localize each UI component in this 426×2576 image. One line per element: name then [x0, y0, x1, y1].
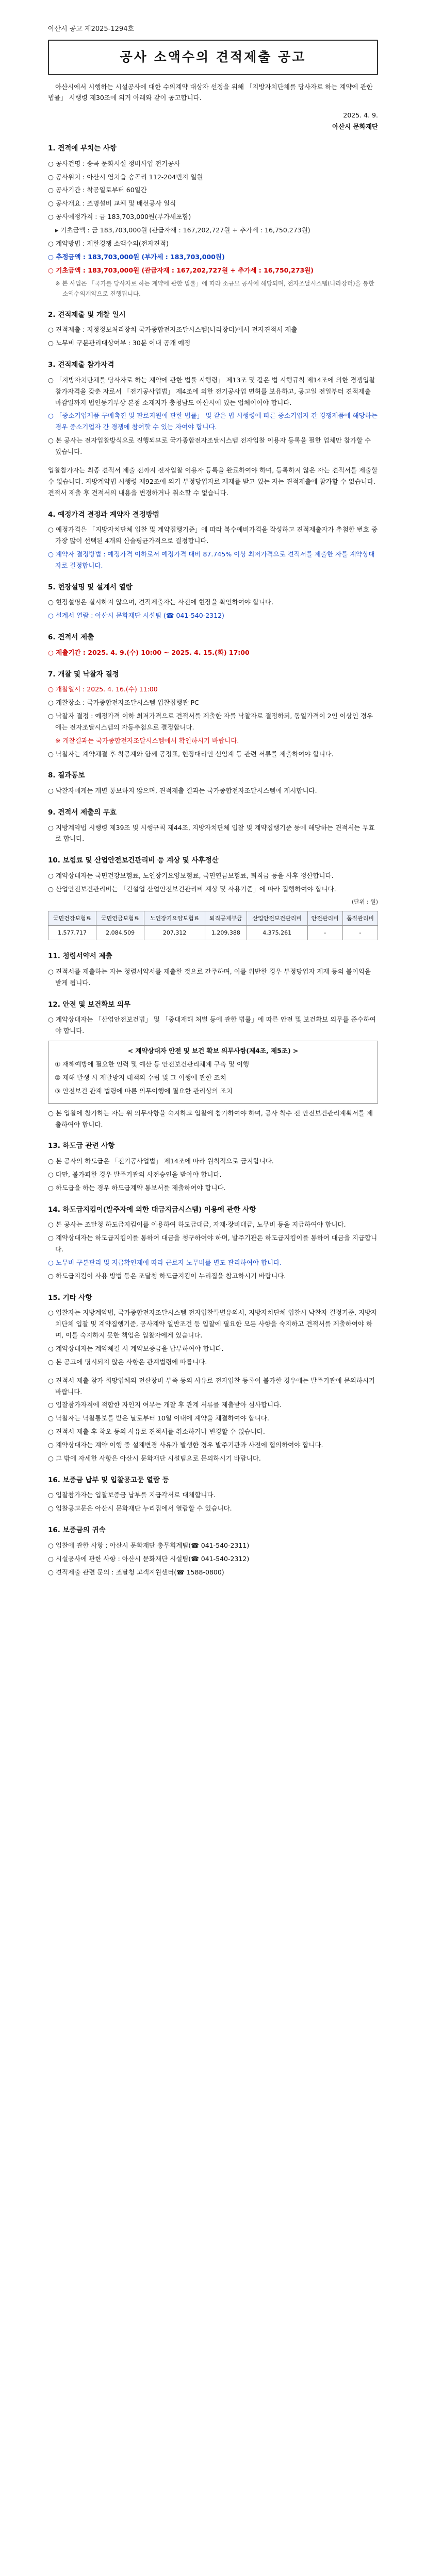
- list-item: ○ 견적서 제출 후 착오 등의 사유로 견적서를 취소하거나 변경할 수 없습니다.: [48, 1428, 265, 1436]
- list-item: ○ 입찰참가자는 입찰보증금 납부를 지급각서로 대체합니다.: [48, 1491, 216, 1499]
- list-item: ○ 시설공사에 관한 사항 : 아산시 문화재단 시설팀(☎ 041-540-2312): [48, 1554, 250, 1563]
- insurance-table: [48, 911, 378, 941]
- list-item: ○ 노무비 구분관리 및 지급확인제에 따라 근로자 노무비를 별도 관리하여야 합니다.: [48, 1258, 282, 1266]
- list-item: ○ 계약자 결정방법 : 예정가격 이하로서 예정가격 대비 87.745% 이상 최저가격으로 견적서를 제출한 자를 계약상대자로 결정합니다.: [48, 550, 375, 569]
- list-item: ○ 입찰참가자격에 적합한 자인지 여부는 개찰 후 관계 서류를 제출받아 심사합니다.: [48, 1401, 282, 1409]
- list-item: ○ 견적서를 제출하는 자는 청렴서약서를 제출한 것으로 간주하며, 이를 위반한 경우 부정당업자 제재 등의 불이익을 받게 됩니다.: [48, 968, 371, 987]
- section-1-note: ※ 본 사업은 「국가를 당사자로 하는 계약에 관한 법률」에 따라 소규모 공사에 해당되며, 전자조달시스템(나라장터)을 통한 소액수의계약으로 진행됩니다.: [55, 279, 374, 297]
- list-item: ○ 지방계약법 시행령 제39조 및 시행규칙 제44조, 지방자치단체 입찰 및 계약집행기준 등에 해당하는 견적서는 무효로 합니다.: [48, 823, 375, 843]
- list-item: ○ 설계서 열람 : 아산시 문화재단 시설팀 (☎ 041-540-2312): [48, 612, 224, 620]
- table-cell: 4,375,261: [247, 926, 307, 940]
- list-item: ○ 낙찰자에게는 개별 통보하지 않으며, 견적제출 결과는 국가종합전자조달시스템에 게시합니다.: [48, 787, 317, 794]
- section-15-heading: 15. 기타 사항: [48, 1293, 92, 1302]
- page-title: 공사 소액수의 견적제출 공고: [120, 49, 306, 64]
- list-item: ① 재해예방에 필요한 인력 및 예산 등 안전보건관리체계 구축 및 이행: [55, 1060, 249, 1068]
- section-3-paragraph: 입찰참가자는 최종 견적서 제출 전까지 전자입찰 이용자 등록을 완료하여야 하며, 등록하지 않은 자는 견적서를 제출할 수 없습니다. 지방계약법 시행령 제92조에 의거 부정당업자로 제재를 받고 있는 자는 견적제출에 참가할 수 없습니다. 견적서 제출 후 견적서의 내용을 변경하거나 취소할 수 없습니다.: [48, 466, 378, 497]
- intro-text: 아산시에서 시행하는 시설공사에 대한 수의계약 대상자 선정을 위해 「지방자치단체를 당사자로 하는 계약에 관한 법률」 시행령 제30조에 의거 아래와 같이 공고합니다.: [48, 82, 373, 102]
- list-item: ○ 「중소기업제품 구매촉진 및 판로지원에 관한 법률」 및 같은 법 시행령에 따른 중소기업자 간 경쟁제품에 해당하는 경우 중소기업자 간 경쟁에 참여할 수 있는 자여야 합니다.: [48, 412, 378, 431]
- table-unit: (단위 : 원): [351, 898, 378, 905]
- list-item: ○ 계약상대자는 국민건강보험료, 노인장기요양보험료, 국민연금보험료, 퇴직금 등을 사후 정산합니다.: [48, 871, 334, 879]
- list-item: ○ 입찰공고문은 아산시 문화재단 누리집에서 열람할 수 있습니다.: [48, 1504, 232, 1513]
- section-11-heading: 11. 청렴서약서 제출: [48, 952, 112, 961]
- list-item: ○ 노무비 구분관리대상여부 : 30분 이내 공개 예정: [48, 339, 191, 347]
- list-item: ○ 산업안전보건관리비는 「건설업 산업안전보건관리비 계상 및 사용기준」에 따라 집행하여야 합니다.: [48, 885, 336, 893]
- list-item: ○ 다만, 불가피한 경우 발주기관의 사전승인을 받아야 합니다.: [48, 1170, 222, 1178]
- safety-duty-box: [48, 1041, 378, 1104]
- section-10-heading: 10. 보험료 및 산업안전보건관리비 등 계상 및 사후정산: [48, 856, 219, 865]
- list-item: ○ 낙찰자는 낙찰통보를 받은 날로부터 10일 이내에 계약을 체결하여야 합니다.: [48, 1414, 269, 1422]
- section-2-heading: 2. 견적제출 및 개찰 일시: [48, 310, 126, 319]
- bottom-spacer: [48, 1580, 378, 1611]
- list-item: ○ 공사개요 : 조명설비 교체 및 배선공사 일식: [48, 199, 176, 208]
- list-item: ○ 낙찰자는 계약체결 후 착공계와 함께 공정표, 현장대리인 선임계 등 관련 서류를 제출하여야 합니다.: [48, 750, 334, 758]
- section-3-heading: 3. 견적제출 참가자격: [48, 361, 114, 369]
- list-item: ○ 견적제출 관련 문의 : 조달청 고객지원센터(☎ 1588-0800): [48, 1568, 224, 1576]
- notice-date: 2025. 4. 9.: [343, 111, 378, 120]
- section-8-heading: 8. 결과통보: [48, 771, 85, 780]
- table-cell: -: [342, 926, 378, 940]
- list-item: ○ 입찰에 관한 사항 : 아산시 문화재단 총무회계팀(☎ 041-540-2311): [48, 1541, 250, 1549]
- table-cell: 207,312: [144, 926, 205, 940]
- section-12-heading: 12. 안전 및 보건확보 의무: [48, 1000, 131, 1009]
- section-4-heading: 4. 예정가격 결정과 계약자 결정방법: [48, 510, 159, 519]
- list-item: ○ 하도급을 하는 경우 하도급계약 통보서를 제출하여야 합니다.: [48, 1183, 226, 1192]
- list-item: ○ 개찰일시 : 2025. 4. 16.(수) 11:00: [48, 685, 158, 693]
- list-item: ○ 공사위치 : 아산시 염치읍 송곡리 112-204번지 일원: [48, 173, 203, 181]
- list-item: ○ 공사기간 : 착공일로부터 60일간: [48, 186, 147, 194]
- list-item: ○ 하도급지킴이 사용 방법 등은 조달청 하도급지킴이 누리집을 참고하시기 바랍니다.: [48, 1272, 286, 1280]
- list-item: ○ 개찰장소 : 국가종합전자조달시스템 입찰집행관 PC: [48, 699, 199, 706]
- table-header: 산업안전보건관리비: [247, 911, 307, 925]
- list-item: ○ 본 입찰에 참가하는 자는 위 의무사항을 숙지하고 입찰에 참가하여야 하며, 공사 착수 전 안전보건관리계획서를 제출하여야 합니다.: [48, 1109, 373, 1128]
- section-13-heading: 13. 하도급 관련 사항: [48, 1142, 115, 1150]
- list-item: ③ 안전보건 관계 법령에 따른 의무이행에 필요한 관리상의 조치: [55, 1087, 233, 1095]
- list-item: ○ 공사예정가격 : 금 183,703,000원(부가세포함): [48, 213, 191, 221]
- section-14-heading: 14. 하도급지킴이(발주자에 의한 대금지급시스템) 이용에 관한 사항: [48, 1205, 256, 1214]
- section-6-heading: 6. 견적서 제출: [48, 633, 94, 641]
- table-header: 노인장기요양보험료: [144, 911, 205, 925]
- notice-number: 아산시 공고 제2025-1294호: [48, 25, 135, 33]
- list-item: ○ 공사건명 : 송곡 문화시설 정비사업 전기공사: [48, 159, 181, 167]
- section-5-heading: 5. 현장설명 및 설계서 열람: [48, 583, 133, 591]
- table-cell: 1,209,388: [205, 926, 247, 940]
- list-item: ○ 예정가격은 「지방자치단체 입찰 및 계약집행기준」에 따라 복수예비가격을 작성하고 견적제출자가 추첨한 번호 중 가장 많이 선택된 4개의 산술평균가격으로 결정합니다.: [48, 526, 378, 545]
- list-item: ○ 그 밖에 자세한 사항은 아산시 문화재단 시설팀으로 문의하시기 바랍니다.: [48, 1454, 261, 1462]
- table-cell: -: [307, 926, 342, 940]
- table-header: 퇴직공제부금: [205, 911, 247, 925]
- table-header: 국민연금보험료: [96, 911, 144, 925]
- section-7-note: ※ 개찰결과는 국가종합전자조달시스템에서 확인하시기 바랍니다.: [55, 736, 239, 744]
- base-price: ○ 기초금액 : 183,703,000원 (관급자재 : 167,202,727원 + 추가세 : 16,750,273원): [48, 266, 314, 274]
- table-row: [48, 926, 378, 940]
- table-header: 국민건강보험료: [48, 911, 96, 925]
- section-1-heading: 1. 견적에 부치는 사항: [48, 144, 117, 152]
- list-item: ▸ 기초금액 : 금 183,703,000원 (관급자재 : 167,202,727원 + 추가세 : 16,750,273원): [55, 226, 310, 234]
- table-header-row: [48, 911, 378, 925]
- list-item: ○ 입찰자는 지방계약법, 국가종합전자조달시스템 전자입찰특별유의서, 지방자치단체 입찰시 낙찰자 결정기준, 지방자치단체 입찰 및 계약집행기준, 공사계약 일반조건 등 입찰에 필요한 모든 사항을 숙지하고 견적서를 제출하여야 하며, 이를 숙지하지 못한 책임은 입찰자에게 있습니다.: [48, 1309, 378, 1339]
- safety-box-title: < 계약상대자 안전 및 보건 확보 의무사항(제4조, 제5조) >: [127, 1047, 299, 1055]
- list-item: ○ 견적제출 : 지정정보처리장치 국가종합전자조달시스템(나라장터)에서 전자견적서 제출: [48, 326, 298, 334]
- table-cell: 1,577,717: [48, 926, 96, 940]
- section-17-heading: 16. 보증금의 귀속: [48, 1526, 106, 1535]
- section-16-heading: 16. 보증금 납부 및 입찰공고문 열람 등: [48, 1476, 169, 1484]
- table-header: 품질관리비: [342, 911, 378, 925]
- list-item: ○ 계약상대자는 「산업안전보건법」 및 「중대재해 처벌 등에 관한 법률」에 따른 안전 및 보건확보 의무를 준수하여야 합니다.: [48, 1015, 376, 1035]
- section-7-heading: 7. 개찰 및 낙찰자 결정: [48, 670, 119, 679]
- list-item: ○ 견적서 제출 참가 희망업체의 전산장비 부족 등의 사유로 전자입찰 등록이 불가한 경우에는 발주기관에 문의하시기 바랍니다.: [48, 1376, 375, 1396]
- list-item: ○ 본 공사는 전자입찰방식으로 진행되므로 국가종합전자조달시스템 전자입찰 이용자 등록을 필한 업체만 참가할 수 있습니다.: [48, 436, 371, 455]
- list-item: ○ 낙찰자 결정 : 예정가격 이하 최저가격으로 견적서를 제출한 자를 낙찰자로 결정하되, 동일가격이 2인 이상인 경우에는 전자조달시스템의 자동추첨으로 결정합니다.: [48, 711, 373, 731]
- list-item: ○ 계약상대자는 계약체결 시 계약보증금을 납부하여야 합니다.: [48, 1344, 224, 1352]
- title-box: [48, 40, 378, 75]
- table-cell: 2,084,509: [96, 926, 144, 940]
- list-item: ○ 본 공고에 명시되지 않은 사항은 관계법령에 따릅니다.: [48, 1358, 207, 1366]
- estimated-price: ○ 추정금액 : 183,703,000원 (부가세 : 183,703,000원): [48, 252, 225, 261]
- list-item: ○ 본 공사의 하도급은 「전기공사업법」 제14조에 따라 원칙적으로 금지합니다.: [48, 1157, 274, 1165]
- list-item: ○ 본 공사는 조달청 하도급지킴이를 이용하여 하도급대금, 자재·장비대금, 노무비 등을 지급하여야 합니다.: [48, 1221, 346, 1229]
- table-header: 안전관리비: [307, 911, 342, 925]
- section-9-heading: 9. 견적서 제출의 무효: [48, 808, 117, 817]
- submission-period: ○ 제출기간 : 2025. 4. 9.(수) 10:00 ~ 2025. 4. 15.(화) 17:00: [48, 648, 250, 656]
- list-item: ○ 계약상대자는 계약 이행 중 설계변경 사유가 발생한 경우 발주기관과 사전에 협의하여야 합니다.: [48, 1441, 323, 1449]
- issuer-name: 아산시 문화재단: [332, 123, 378, 131]
- list-item: ○ 「지방자치단체를 당사자로 하는 계약에 관한 법률 시행령」 제13조 및 같은 법 시행규칙 제14조에 의한 경쟁입찰 참가자격을 갖춘 자로서 「전기공사업법」 제4조에 의한 전기공사업 면허를 보유하고, 공고일 전일부터 견적제출 마감일까지 법인등기부상 본점 소재지가 충청남도 아산시에 있는 업체이어야 합니다.: [48, 376, 375, 406]
- list-item: ○ 현장설명은 실시하지 않으며, 견적제출자는 사전에 현장을 확인하여야 합니다.: [48, 598, 274, 606]
- list-item: ○ 계약상대자는 하도급지킴이를 통하여 대금을 청구하여야 하며, 발주기관은 하도급지킴이를 통하여 대금을 지급합니다.: [48, 1234, 378, 1253]
- list-item: ○ 계약방법 : 제한경쟁 소액수의(전자견적): [48, 239, 169, 247]
- notice-document: [48, 0, 378, 1611]
- list-item: ② 재해 발생 시 재발방지 대책의 수립 및 그 이행에 관한 조치: [55, 1073, 226, 1081]
